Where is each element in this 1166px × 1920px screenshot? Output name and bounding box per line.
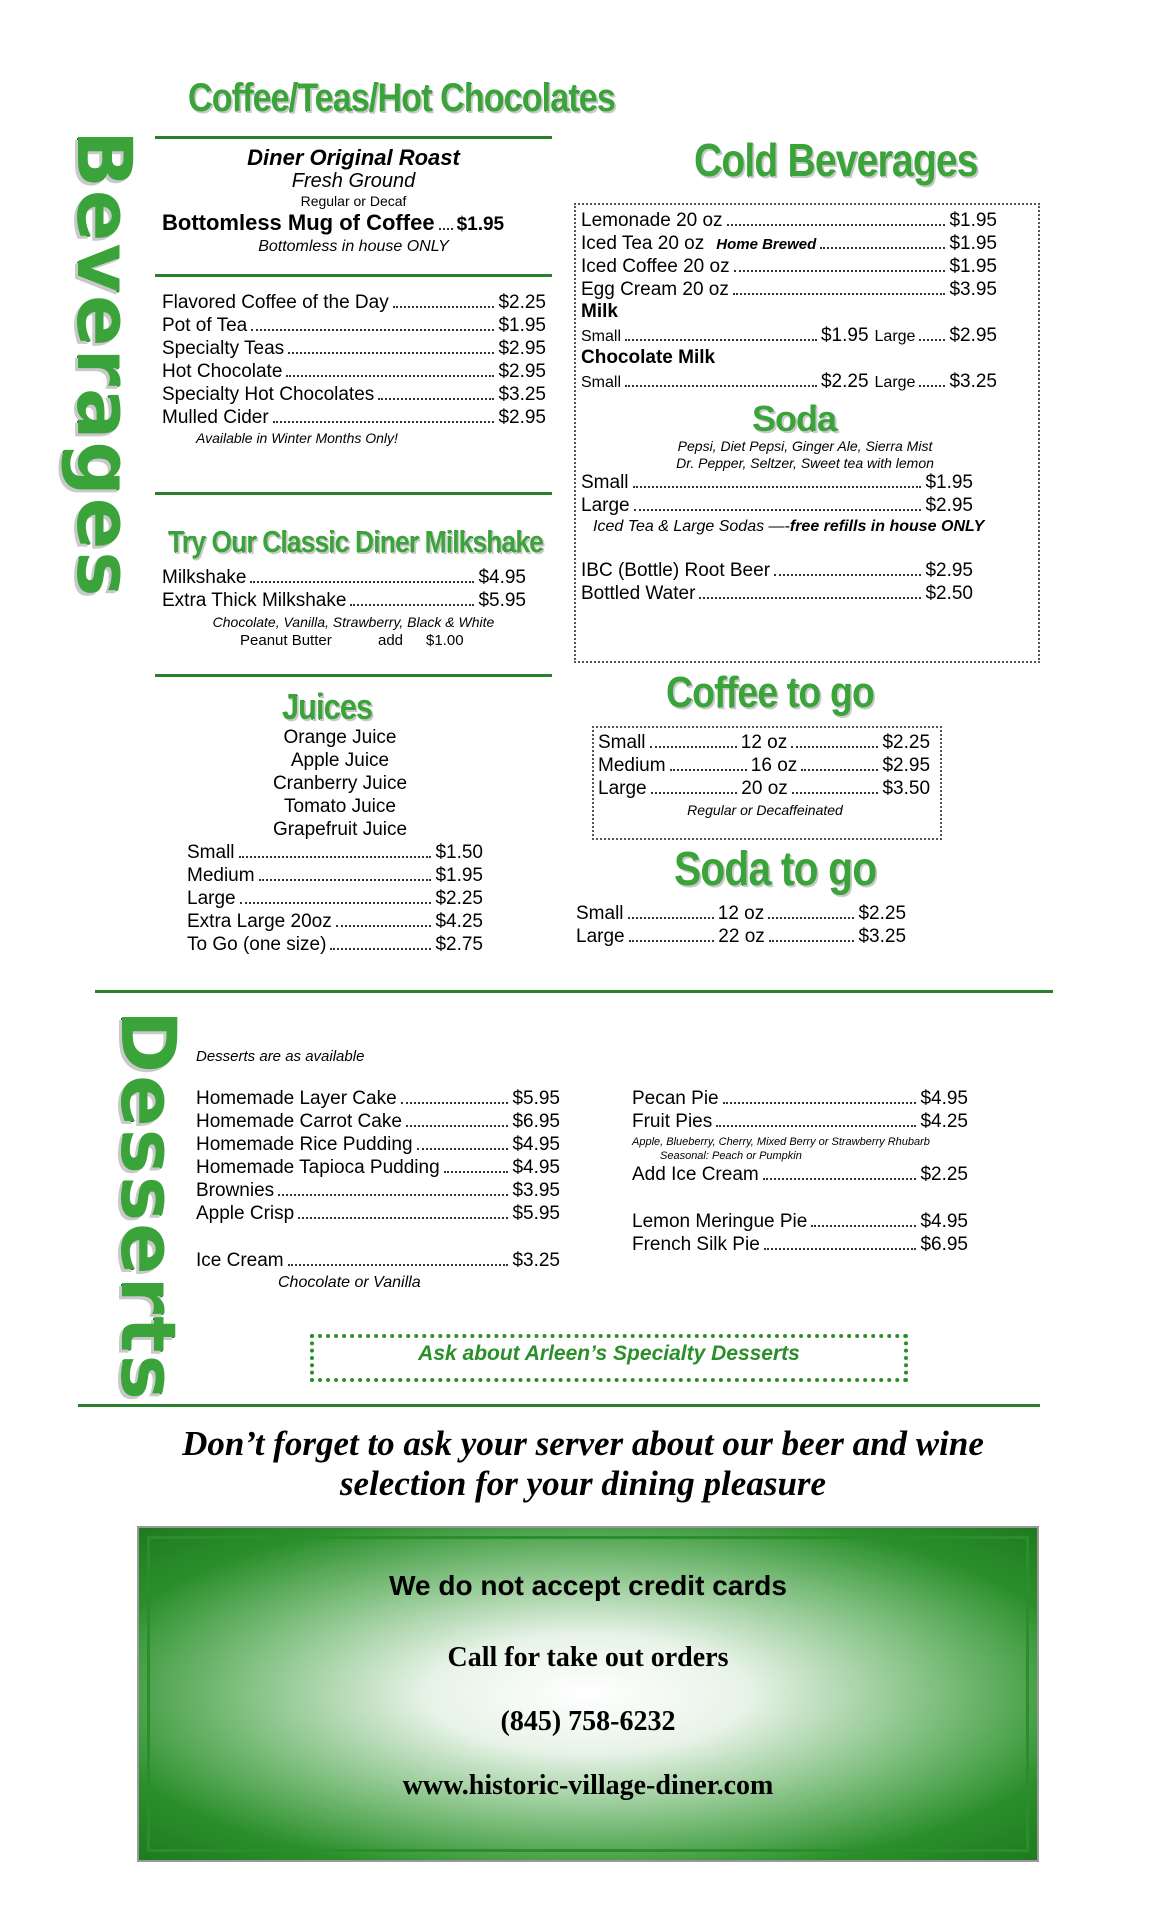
phone-number[interactable]: (845) 758-6232 — [500, 1706, 676, 1737]
milkshake-heading: Try Our Classic Diner Milkshake — [168, 524, 543, 559]
winter-note: Available in Winter Months Only! — [196, 430, 398, 446]
menu-item: Large $2.25 — [187, 888, 483, 909]
menu-item: Homemade Carrot Cake $6.95 — [196, 1111, 560, 1132]
soda-list: Dr. Pepper, Seltzer, Sweet tea with lemon — [676, 455, 934, 471]
menu-item: Iced Coffee 20 oz $1.95 — [581, 256, 997, 277]
fruit-pie-note: Apple, Blueberry, Cherry, Mixed Berry or Strawberry Rhubarb — [632, 1136, 930, 1148]
cold-beverages-heading: Cold Beverages — [694, 134, 978, 186]
menu-item: Hot Chocolate $2.95 — [162, 361, 546, 382]
menu-item: Lemon Meringue Pie $4.95 — [632, 1211, 968, 1232]
juice-type: Tomato Juice — [284, 796, 396, 817]
diner-original-roast: Diner Original Roast — [247, 145, 460, 170]
menu-item: Iced Tea 20 oz Home Brewed $1.95 — [581, 233, 997, 254]
info-panel — [137, 1526, 1039, 1862]
milk-sizes-row: Small $1.95 Large $2.95 — [581, 325, 997, 346]
menu-item: Pot of Tea $1.95 — [162, 315, 546, 336]
coffee-to-go-note: Regular or Decaffeinated — [687, 802, 843, 818]
fruit-pie-seasonal: Seasonal: Peach or Pumpkin — [660, 1150, 802, 1162]
soda-to-go-row: Large 22 oz $3.25 — [576, 926, 907, 947]
divider — [155, 492, 552, 495]
menu-item: Add Ice Cream $2.25 — [632, 1164, 968, 1185]
beverages-section-label: Beverages — [60, 130, 149, 599]
divider — [78, 1404, 1040, 1407]
menu-item: Extra Large 20oz $4.25 — [187, 911, 483, 932]
menu-item: Apple Crisp $5.95 — [196, 1203, 560, 1224]
regular-or-decaf: Regular or Decaf — [300, 193, 407, 209]
beer-wine-line-2: selection for your dining pleasure — [339, 1464, 827, 1503]
peanut-butter: Peanut Butter — [240, 632, 332, 649]
soda-to-go-row: Small 12 oz $2.25 — [576, 903, 907, 924]
menu-item: Extra Thick Milkshake $5.95 — [162, 590, 526, 611]
item-price: $1.95 — [456, 214, 505, 235]
add-label: add — [378, 632, 404, 649]
soda-heading: Soda — [752, 398, 837, 439]
divider — [155, 136, 552, 139]
menu-item: To Go (one size) $2.75 — [187, 934, 483, 955]
menu-item: Milkshake $4.95 — [162, 567, 526, 588]
divider — [155, 674, 552, 677]
add-price: $1.00 — [426, 632, 464, 649]
menu-item: Egg Cream 20 oz $3.95 — [581, 279, 997, 300]
milk-label: Milk — [581, 301, 618, 322]
chocolate-milk-label: Chocolate Milk — [581, 347, 716, 368]
fresh-ground: Fresh Ground — [291, 170, 416, 192]
menu-item: Large $2.95 — [581, 495, 973, 516]
coffee-to-go-row: Small 12 oz $2.25 — [598, 732, 931, 753]
milkshake-flavors: Chocolate, Vanilla, Strawberry, Black & White — [212, 614, 495, 630]
beer-wine-line-1: Don’t forget to ask your server about our beer and wine — [182, 1424, 984, 1463]
bottomless-note: Bottomless in house ONLY — [258, 238, 449, 255]
menu-item: Homemade Tapioca Pudding $4.95 — [196, 1157, 560, 1178]
no-credit-cards: We do not accept credit cards — [389, 1570, 787, 1601]
juice-type: Apple Juice — [290, 750, 390, 771]
refill-note: Iced Tea & Large Sodas —-free refills in house ONLY — [593, 518, 985, 535]
coffee-to-go-heading: Coffee to go — [666, 668, 874, 717]
menu-item: Fruit Pies $4.25 — [632, 1111, 968, 1132]
menu-item: Lemonade 20 oz $1.95 — [581, 210, 997, 231]
menu-item: Bottled Water $2.50 — [581, 583, 973, 604]
coffee-to-go-row: Medium 16 oz $2.95 — [598, 755, 931, 776]
menu-item: Mulled Cider $2.95 — [162, 407, 546, 428]
menu-item: Homemade Layer Cake $5.95 — [196, 1088, 560, 1109]
divider — [95, 990, 1053, 993]
menu-item: Flavored Coffee of the Day $2.25 — [162, 292, 546, 313]
menu-item: Pecan Pie $4.95 — [632, 1088, 968, 1109]
menu-item: Medium $1.95 — [187, 865, 483, 886]
menu-item: Ice Cream $3.25 — [196, 1250, 560, 1271]
juices-heading: Juices — [282, 686, 373, 727]
bottomless-mug-row — [162, 210, 542, 236]
ice-cream-note: Chocolate or Vanilla — [278, 1274, 421, 1291]
divider — [155, 274, 552, 277]
soda-to-go-heading: Soda to go — [674, 843, 877, 896]
desserts-note: Desserts are as available — [196, 1048, 365, 1065]
menu-item: French Silk Pie $6.95 — [632, 1234, 968, 1255]
menu-item: Specialty Hot Chocolates $3.25 — [162, 384, 546, 405]
soda-list: Pepsi, Diet Pepsi, Ginger Ale, Sierra Mist — [677, 438, 933, 454]
menu-item: Small $1.95 — [581, 472, 973, 493]
takeout-orders: Call for take out orders — [447, 1642, 729, 1673]
desserts-section-label: Desserts — [104, 1010, 193, 1402]
juice-type: Grapefruit Juice — [272, 819, 408, 840]
coffee-to-go-row: Large 20 oz $3.50 — [598, 778, 931, 799]
chocolate-milk-sizes-row: Small $2.25 Large $3.25 — [581, 371, 997, 392]
specialty-desserts-text: Ask about Arleen’s Specialty Desserts — [418, 1342, 800, 1365]
menu-item: Homemade Rice Pudding $4.95 — [196, 1134, 560, 1155]
juice-type: Cranberry Juice — [272, 773, 408, 794]
coffee-heading: Coffee/Teas/Hot Chocolates — [188, 76, 615, 120]
website-link[interactable]: www.historic-village-diner.com — [402, 1770, 774, 1801]
item-name: Bottomless Mug of Coffee — [162, 210, 435, 235]
menu-item: IBC (Bottle) Root Beer $2.95 — [581, 560, 973, 581]
menu-item: Brownies $3.95 — [196, 1180, 560, 1201]
menu-item: Specialty Teas $2.95 — [162, 338, 546, 359]
menu-item: Small $1.50 — [187, 842, 483, 863]
juice-type: Orange Juice — [283, 727, 397, 748]
